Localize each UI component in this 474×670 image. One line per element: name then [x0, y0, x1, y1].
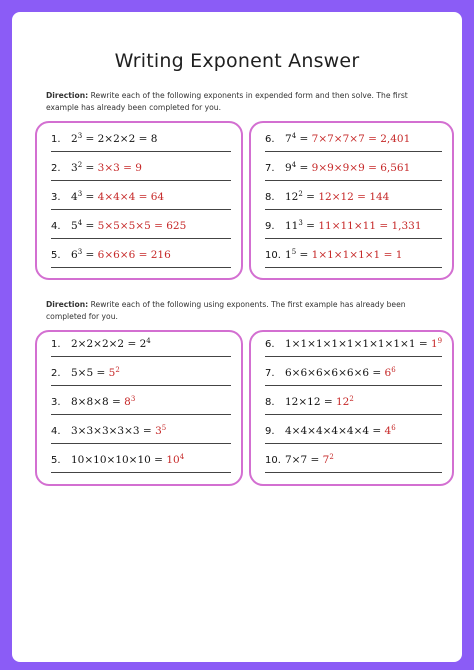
exercise-row — [51, 191, 231, 210]
exercise-row — [51, 396, 231, 415]
expression-text: 6×6×6×6×6×6 = — [285, 367, 385, 379]
exponent: 4 — [179, 453, 185, 461]
answer — [385, 425, 396, 437]
expression-text: 7 — [285, 133, 292, 145]
exponent: 2 — [77, 161, 83, 169]
exercise-row — [265, 454, 442, 473]
expression-text: 10×10×10×10 = — [71, 454, 167, 466]
direction-text: Rewrite each of the following exponents in expended form and then solve. The first example has already been completed for you. — [46, 91, 408, 112]
exercise-row — [51, 133, 231, 152]
answer: 1×1×1×1×1 = 1 — [311, 249, 403, 261]
expression-text: 8. — [265, 192, 275, 203]
expression-text: 4×4×4×4×4×4 = — [285, 425, 385, 437]
exercise-row — [265, 191, 442, 210]
exercise-row — [265, 249, 442, 268]
answer — [155, 425, 166, 437]
direction-label: Direction: — [46, 91, 89, 100]
expression-text: 6 — [384, 367, 392, 379]
expression-text: 10. — [265, 455, 281, 466]
expression-text: 12 — [336, 396, 350, 408]
expression-text: = 2×2×2 = 8 — [82, 133, 158, 145]
answer — [336, 396, 354, 408]
answer: 9×9×9×9 = 6,561 — [311, 162, 411, 174]
expression-text: 4 — [384, 425, 392, 437]
expression-text: = — [296, 249, 312, 261]
expression-text: 10. — [265, 250, 281, 261]
direction-1 — [46, 90, 441, 114]
expression-text: 5 — [71, 220, 78, 232]
answer: 11×11×11 = 1,331 — [318, 220, 422, 232]
exercise-row — [51, 249, 231, 268]
exercise-box-2-left — [35, 330, 243, 486]
expression-text: 1×1×1×1×1×1×1×1×1 = — [285, 338, 431, 350]
exponent: 3 — [130, 395, 136, 403]
expression-text: 7. — [265, 368, 275, 379]
answer — [431, 338, 442, 350]
worksheet — [12, 12, 462, 662]
page-title: Writing Exponent Answer — [114, 50, 360, 72]
expression-text: 2. — [51, 163, 61, 174]
expression-text: 10 — [166, 454, 180, 466]
expression-text: = — [82, 220, 98, 232]
expression-text: 6 — [71, 249, 78, 261]
expression-text: = — [302, 191, 319, 203]
answer — [109, 367, 120, 379]
exercise-row — [265, 338, 442, 357]
expression-text: = — [302, 220, 319, 232]
expression-text: 2×2×2×2 = — [71, 338, 140, 350]
expression-text: 4. — [51, 221, 61, 232]
expression-text: 3 — [71, 162, 78, 174]
direction-2 — [46, 299, 416, 323]
exponent: 2 — [349, 395, 354, 403]
exercise-row — [51, 425, 231, 444]
exponent: 4 — [77, 219, 83, 227]
expression-text: 8 — [124, 396, 131, 408]
exponent: 3 — [77, 190, 83, 198]
expression-text: 9. — [265, 221, 275, 232]
exponent: 6 — [391, 366, 396, 374]
expression-text: = — [82, 249, 98, 261]
exercise-row — [265, 425, 442, 444]
expression-text: 5×5 = — [71, 367, 109, 379]
answer: 6×6×6 = 216 — [97, 249, 171, 261]
exponent: 5 — [291, 248, 297, 256]
expression-text: 11 — [285, 220, 299, 232]
exponent: 3 — [77, 132, 83, 140]
expression-text: 8. — [265, 397, 275, 408]
expression-text: 1 — [285, 249, 292, 261]
answer: 5×5×5×5 = 625 — [97, 220, 187, 232]
answer: 3×3 = 9 — [97, 162, 142, 174]
expression-text: 9. — [265, 426, 275, 437]
answer — [124, 396, 135, 408]
exponent: 5 — [161, 424, 167, 432]
expression-text: 3×3×3×3×3 = — [71, 425, 156, 437]
expression-text: 4. — [51, 426, 61, 437]
exercise-box-2-right — [249, 330, 454, 486]
expression-text: 3. — [51, 192, 61, 203]
answer: 12×12 = 144 — [318, 191, 390, 203]
expression-text: 6. — [265, 339, 275, 350]
exercise-row — [265, 133, 442, 152]
expression-text: 7×7 = — [285, 454, 323, 466]
expression-text: 2 — [71, 133, 78, 145]
exercise-row — [51, 162, 231, 181]
expression-text: 8×8×8 = — [71, 396, 125, 408]
direction-text: Rewrite each of the following using exponents. The first example has already been completed for you. — [46, 300, 406, 321]
expression-text: 7. — [265, 163, 275, 174]
exercise-box-1-left — [35, 121, 243, 280]
expression-text: 5. — [51, 455, 61, 466]
expression-text: 12×12 = — [285, 396, 336, 408]
exercise-row — [265, 220, 442, 239]
exercise-row — [51, 220, 231, 239]
expression-text: 1. — [51, 134, 61, 145]
exponent: 3 — [77, 248, 83, 256]
exponent: 9 — [437, 337, 443, 345]
exercise-row — [51, 338, 231, 357]
expression-text: 12 — [285, 191, 299, 203]
exercise-row — [265, 162, 442, 181]
expression-text: 1 — [430, 338, 438, 350]
exponent: 2 — [115, 366, 120, 374]
expression-text: = — [296, 162, 312, 174]
expression-text: = — [296, 133, 312, 145]
exercise-row — [265, 367, 442, 386]
exercise-row — [265, 396, 442, 415]
exponent: 4 — [291, 161, 297, 169]
answer: 4×4×4 = 64 — [97, 191, 165, 203]
expression-text: 7 — [322, 454, 330, 466]
exponent: 2 — [298, 190, 303, 198]
exercise-row — [51, 367, 231, 386]
exponent: 6 — [391, 424, 396, 432]
expression-text: 3. — [51, 397, 61, 408]
answer — [385, 367, 396, 379]
answer: 7×7×7×7 = 2,401 — [311, 133, 411, 145]
expression-text: 3 — [155, 425, 162, 437]
expression-text: 5 — [108, 367, 116, 379]
exponent: 4 — [291, 132, 297, 140]
answer — [323, 454, 334, 466]
exercise-box-1-right — [249, 121, 454, 280]
answer — [166, 454, 184, 466]
expression-text: 1. — [51, 339, 61, 350]
expression-text: 6. — [265, 134, 275, 145]
expression-text: 4 — [71, 191, 78, 203]
exponent: 2 — [329, 453, 334, 461]
exponent: 3 — [298, 219, 303, 227]
expression-text: 2 — [139, 338, 147, 350]
expression-text: 5. — [51, 250, 61, 261]
direction-label: Direction: — [46, 300, 89, 309]
expression-text: = — [82, 191, 98, 203]
exercise-row — [51, 454, 231, 473]
expression-text: = — [82, 162, 98, 174]
expression-text: 9 — [285, 162, 292, 174]
expression-text: 2. — [51, 368, 61, 379]
exponent: 4 — [146, 337, 151, 345]
